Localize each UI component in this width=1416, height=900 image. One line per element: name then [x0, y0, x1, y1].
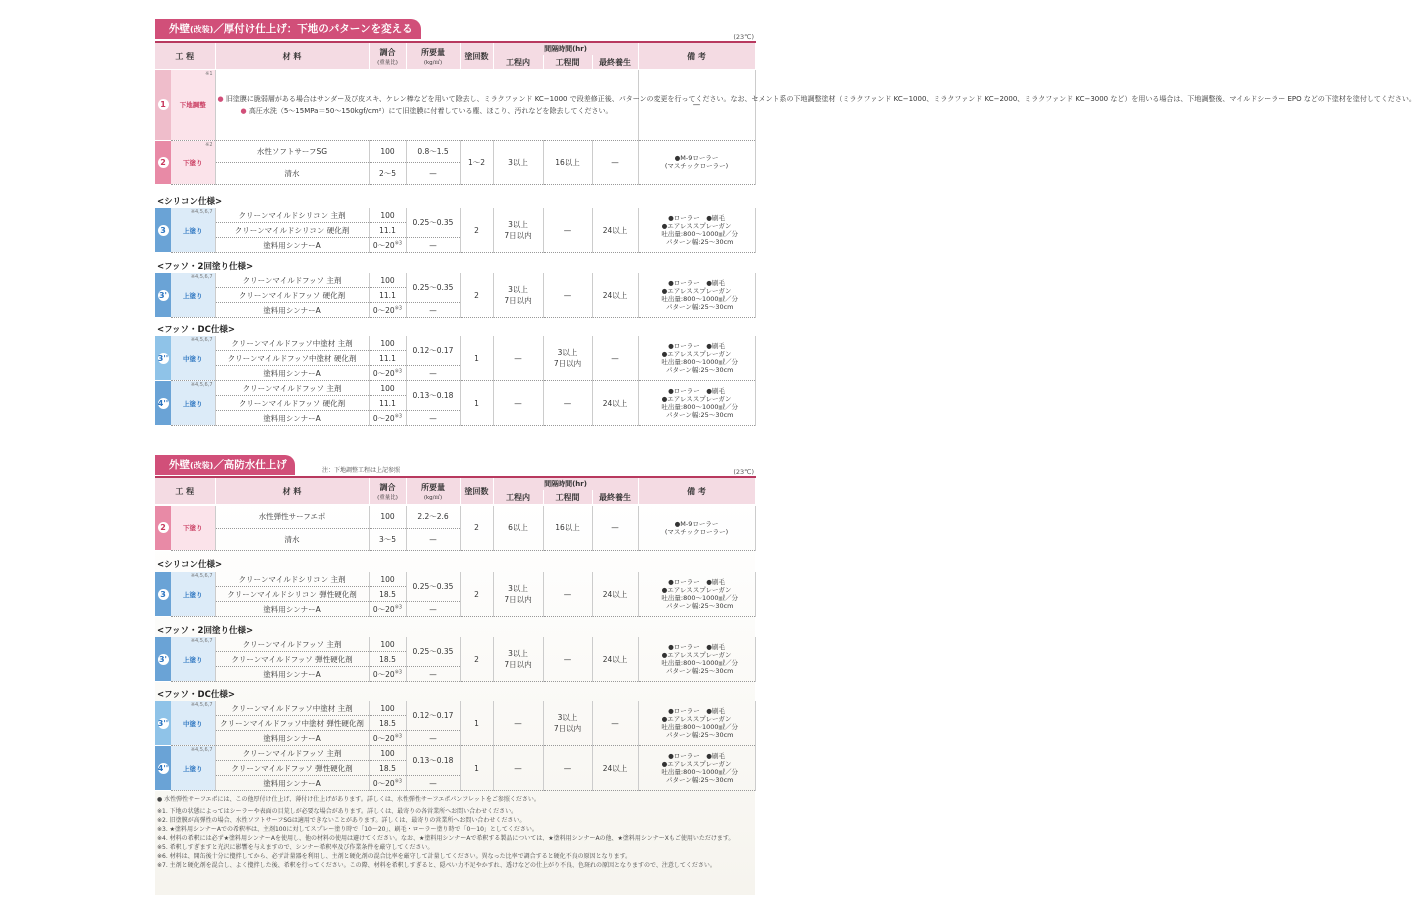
step-1-description: ● 旧塗膜に脆弱層がある場合はサンダー及び皮スキ、ケレン棒などを用いて除去し、ミラクファンド KC−1000 で段差修正後、パターンの変更を行ってください。なお、セメント系の下地調整塗材（ミラクファンド KC−1000、ミラクファンド KC−2000、ミラクファンド KC−3000 など）を用いる場合は、下地調整後、マイルドシーラー EPO などの下塗材を塗付してください。 ● 高圧水洗（5〜15MPa＝50〜150kgf/cm²）にて旧塗膜に付着している塵、ほこり、汚れなどを除去してください。: [215, 70, 638, 140]
mix-cell: 0〜20$^{※3}$: [369, 303, 406, 318]
material-cell: クリーンマイルドシリコン 主剤: [215, 572, 369, 587]
col-mix: 調合 (重量比): [369, 42, 406, 69]
col-coats: 塗回数: [460, 477, 493, 504]
step-4pp-marker: 4'': [155, 381, 171, 426]
mix-cell: 0〜20$^{※3}$: [369, 667, 406, 682]
mix-cell: 2〜5: [369, 162, 406, 184]
interval-c-cell: 24以上: [592, 637, 638, 682]
footnote: ※2. 旧塗膜が高弾性の場合、水性ソフトサーフSGは適用できないことがあります。詳しくは、最寄りの営業所へお問い合わせください。: [157, 817, 526, 824]
col-material: 材 料: [215, 477, 369, 504]
col-remarks: 備 考: [638, 477, 755, 504]
prep-text-2: 高圧水洗（5〜15MPa＝50〜150kgf/cm²）にて旧塗膜に付着している塵、ほこり、汚れなどを除去してください。: [248, 106, 613, 115]
material-cell: 塗料用シンナーA: [215, 366, 369, 381]
req-cell: 0.13〜0.18: [406, 381, 460, 411]
mix-cell: 100: [369, 381, 406, 396]
interval-a-cell: 3以上 7日以内: [493, 273, 543, 318]
step-3p-marker: 3': [155, 637, 171, 682]
footnote: ※1. 下地の状態によってはシーラーや表面の目荒しが必要な場合があります。詳しくは、最寄りの各営業所へお問い合わせください。: [157, 808, 518, 815]
mix-cell: 0〜20$^{※3}$: [369, 366, 406, 381]
coats-cell: 1: [460, 381, 493, 426]
section2-fluorodc-table: [155, 701, 756, 791]
material-cell: クリーンマイルドフッソ中塗材 主剤: [215, 336, 369, 351]
mix-cell: 3〜5: [369, 528, 406, 550]
interval-b-cell: —: [543, 273, 592, 318]
section2-note: 注：下地調整工程は上記参照: [322, 467, 401, 474]
interval-c-cell: —: [592, 140, 638, 184]
req-cell: —: [406, 602, 460, 617]
col-step: 工 程: [155, 42, 215, 69]
interval-b-cell: —: [543, 208, 592, 253]
footnote: ※6. 材料は、開缶後十分に攪拌してから、必ず計量器を利用し、主剤と硬化剤の混合比率を厳守して計量してください。異なった比率で調合すると硬化不良の原因となります。: [157, 853, 632, 860]
col-interval-a: 工程内: [493, 490, 543, 504]
mix-cell: 0〜20$^{※3}$: [369, 238, 406, 253]
material-cell: 塗料用シンナーA: [215, 238, 369, 253]
req-cell: —: [406, 238, 460, 253]
step-2-label: ※2 下塗り: [171, 140, 215, 184]
remarks-cell: ●M-9ローラー (マスチックローラー): [638, 140, 755, 184]
section1-fluorodc-heading: <フッソ・DC仕様>: [157, 325, 235, 335]
req-cell: —: [406, 528, 460, 550]
section1-title: [155, 19, 421, 39]
col-mix: 調合 (重量比): [369, 477, 406, 504]
mix-cell: 11.1: [369, 288, 406, 303]
mix-cell: 0〜20$^{※3}$: [369, 411, 406, 426]
footnote: ※3. ★塗料用シンナーAでの希釈率は、主剤100に対してスプレー塗り時で「10〜20」、刷毛・ローラー塗り時で「0〜10」としてください。: [157, 826, 538, 833]
remarks-cell: ●ローラー ●刷毛 ●エアレススプレーガン 吐出量:800〜1000㎖／分 パターン幅:25〜30cm: [638, 336, 755, 381]
req-cell: —: [406, 667, 460, 682]
mix-cell: 100: [369, 208, 406, 223]
step-3pp-label: ※4,5,6,7 中塗り: [171, 701, 215, 746]
col-interval-b: 工程間: [543, 55, 592, 69]
material-cell: クリーンマイルドフッソ 主剤: [215, 746, 369, 761]
section2-fluorodc-heading: <フッソ・DC仕様>: [157, 690, 235, 700]
req-cell: 0.25〜0.35: [406, 572, 460, 602]
material-cell: 塗料用シンナーA: [215, 602, 369, 617]
material-cell: 塗料用シンナーA: [215, 776, 369, 791]
step-3pp-marker: 3'': [155, 701, 171, 746]
req-cell: —: [406, 411, 460, 426]
coats-cell: 2: [460, 637, 493, 682]
coats-cell: 2: [460, 506, 493, 550]
material-cell: 清水: [215, 528, 369, 550]
col-interval: 間隔時間(hr): [493, 42, 638, 55]
material-cell: 塗料用シンナーA: [215, 667, 369, 682]
remarks-cell: ●ローラー ●刷毛 ●エアレススプレーガン 吐出量:800〜1000㎖／分 パターン幅:25〜30cm: [638, 746, 755, 791]
section2-fluoro2-table: [155, 637, 756, 682]
step-1-remarks: —: [638, 70, 755, 140]
material-cell: クリーンマイルドフッソ 主剤: [215, 637, 369, 652]
req-cell: —: [406, 303, 460, 318]
step-3pp-label: ※4,5,6,7 中塗り: [171, 336, 215, 381]
interval-a-cell: 3以上: [493, 140, 543, 184]
material-cell: 塗料用シンナーA: [215, 731, 369, 746]
remarks-cell: ●ローラー ●刷毛 ●エアレススプレーガン 吐出量:800〜1000㎖／分 パターン幅:25〜30cm: [638, 572, 755, 617]
req-cell: —: [406, 162, 460, 184]
step-4pp-label: ※4,5,6,7 上塗り: [171, 746, 215, 791]
step-1-label: ※1 下地調整: [171, 70, 215, 140]
coats-cell: 1: [460, 746, 493, 791]
section2-title: [155, 455, 295, 475]
material-cell: 水性ソフトサーフSG: [215, 140, 369, 162]
section2-title-small: (改装): [190, 461, 214, 470]
step-3-label: ※4,5,6,7 上塗り: [171, 572, 215, 617]
step-3p-marker: 3': [155, 273, 171, 318]
col-interval: 間隔時間(hr): [493, 477, 638, 490]
material-cell: クリーンマイルドフッソ中塗材 主剤: [215, 701, 369, 716]
interval-b-cell: —: [543, 381, 592, 426]
mix-cell: 100: [369, 336, 406, 351]
mix-cell: 100: [369, 746, 406, 761]
coats-cell: 2: [460, 208, 493, 253]
req-cell: 0.25〜0.35: [406, 637, 460, 667]
interval-a-cell: 3以上 7日以内: [493, 572, 543, 617]
section1-fluorodc-table: [155, 336, 756, 426]
interval-b-cell: 16以上: [543, 506, 592, 550]
col-material: 材 料: [215, 42, 369, 69]
step-3-marker: 3: [155, 208, 171, 253]
section2-title-main: 外壁: [169, 459, 190, 471]
req-cell: 0.8〜1.5: [406, 140, 460, 162]
section1-header-table: [155, 41, 756, 69]
coats-cell: 1〜2: [460, 140, 493, 184]
remarks-cell: ●ローラー ●刷毛 ●エアレススプレーガン 吐出量:800〜1000㎖／分 パターン幅:25〜30cm: [638, 637, 755, 682]
step-3-marker: 3: [155, 572, 171, 617]
col-interval-c: 最終養生: [592, 55, 638, 69]
remarks-cell: ●ローラー ●刷毛 ●エアレススプレーガン 吐出量:800〜1000㎖／分 パターン幅:25〜30cm: [638, 381, 755, 426]
mix-cell: 100: [369, 701, 406, 716]
section2-silicone-table: [155, 572, 756, 617]
interval-c-cell: —: [592, 701, 638, 746]
section1-silicone-table: [155, 208, 756, 253]
req-cell: 0.25〜0.35: [406, 273, 460, 303]
prep-text-1: 旧塗膜に脆弱層がある場合はサンダー及び皮スキ、ケレン棒などを用いて除去し、ミラクファンド KC−1000 で段差修正後、パターンの変更を行ってください。なお、セメント系の下地調整塗材（ミラクファンド KC−1000、ミラクファンド KC−2000、ミラクファンド KC−3000 など）を用いる場合は、下地調整後、マイルドシーラー EPO などの下塗材を塗付してください。: [225, 94, 1416, 103]
req-cell: —: [406, 731, 460, 746]
mix-cell: 11.1: [369, 396, 406, 411]
step-2-label: 下塗り: [171, 506, 215, 550]
remarks-cell: ●ローラー ●刷毛 ●エアレススプレーガン 吐出量:800〜1000㎖／分 パターン幅:25〜30cm: [638, 273, 755, 318]
section2-title-rest: ／高防水仕上げ: [213, 459, 287, 471]
remarks-cell: ●ローラー ●刷毛 ●エアレススプレーガン 吐出量:800〜1000㎖／分 パターン幅:25〜30cm: [638, 701, 755, 746]
material-cell: クリーンマイルドフッソ 弾性硬化剤: [215, 652, 369, 667]
coats-cell: 1: [460, 336, 493, 381]
mix-cell: 18.5: [369, 587, 406, 602]
interval-b-cell: 3以上 7日以内: [543, 701, 592, 746]
interval-c-cell: 24以上: [592, 381, 638, 426]
req-cell: 0.13〜0.18: [406, 746, 460, 776]
coats-cell: 2: [460, 273, 493, 318]
interval-a-cell: 6以上: [493, 506, 543, 550]
material-cell: 塗料用シンナーA: [215, 411, 369, 426]
interval-c-cell: —: [592, 506, 638, 550]
col-interval-c: 最終養生: [592, 490, 638, 504]
req-cell: 2.2〜2.6: [406, 506, 460, 528]
col-interval-a: 工程内: [493, 55, 543, 69]
section2-header-table: [155, 476, 756, 504]
step-2-marker: 2: [155, 506, 171, 550]
section1-title-main: 外壁: [169, 23, 190, 35]
material-cell: 塗料用シンナーA: [215, 303, 369, 318]
footnote: ※4. 材料の希釈には必ず★塗料用シンナーAを使用し、他の材料の使用は避けてください。なお、★塗料用シンナーAで希釈する製品については、★塗料用シンナーAの他、★塗料用シンナーXもご使用いただけます。: [157, 835, 735, 842]
footnote: ● 水性弾性サーフエポには、この他厚付け仕上げ、薄付け仕上げがあります。詳しくは、水性弾性サーフエポパンフレットをご参照ください。: [157, 796, 540, 803]
section1-temp: (23℃): [733, 33, 754, 41]
material-cell: クリーンマイルドフッソ中塗材 弾性硬化剤: [215, 716, 369, 731]
footnote: ※5. 希釈しすぎますと光沢に影響を与えますので、シンナー希釈率及び作業条件を厳守してください。: [157, 844, 434, 851]
col-req: 所要量 (kg/㎡): [406, 42, 460, 69]
step-3pp-marker: 3'': [155, 336, 171, 381]
material-cell: 清水: [215, 162, 369, 184]
interval-a-cell: 3以上 7日以内: [493, 637, 543, 682]
coats-cell: 2: [460, 572, 493, 617]
mix-cell: 11.1: [369, 351, 406, 366]
material-cell: クリーンマイルドフッソ 弾性硬化剤: [215, 761, 369, 776]
material-cell: 水性弾性サーフエポ: [215, 506, 369, 528]
interval-a-cell: —: [493, 381, 543, 426]
interval-b-cell: 16以上: [543, 140, 592, 184]
req-cell: —: [406, 776, 460, 791]
mix-cell: 0〜20$^{※3}$: [369, 602, 406, 617]
footnotes: [157, 795, 755, 870]
mix-cell: 0〜20$^{※3}$: [369, 731, 406, 746]
req-cell: 0.12〜0.17: [406, 336, 460, 366]
step-4pp-label: ※4,5,6,7 上塗り: [171, 381, 215, 426]
step-2-marker: 2: [155, 140, 171, 184]
material-cell: クリーンマイルドフッソ 主剤: [215, 381, 369, 396]
section2-under-table: [155, 506, 756, 551]
section1-silicone-heading: <シリコン仕様>: [157, 197, 223, 207]
interval-c-cell: 24以上: [592, 572, 638, 617]
mix-cell: 100: [369, 273, 406, 288]
col-remarks: 備 考: [638, 42, 755, 69]
interval-c-cell: —: [592, 336, 638, 381]
coats-cell: 1: [460, 701, 493, 746]
section1-title-rest: ／厚付け仕上げ：下地のパターンを変える: [213, 23, 413, 35]
interval-a-cell: —: [493, 746, 543, 791]
material-cell: クリーンマイルドフッソ 硬化剤: [215, 288, 369, 303]
mix-cell: 100: [369, 572, 406, 587]
remarks-cell: ●ローラー ●刷毛 ●エアレススプレーガン 吐出量:800〜1000㎖／分 パターン幅:25〜30cm: [638, 208, 755, 253]
section2-temp: (23℃): [733, 468, 754, 476]
step-1-marker: 1: [155, 70, 171, 140]
interval-b-cell: —: [543, 637, 592, 682]
mix-cell: 18.5: [369, 652, 406, 667]
section1-fluoro2-table: [155, 273, 756, 318]
mix-cell: 11.1: [369, 223, 406, 238]
col-coats: 塗回数: [460, 42, 493, 69]
interval-a-cell: —: [493, 336, 543, 381]
req-cell: —: [406, 366, 460, 381]
interval-c-cell: 24以上: [592, 746, 638, 791]
section2-silicone-heading: <シリコン仕様>: [157, 560, 223, 570]
interval-b-cell: —: [543, 746, 592, 791]
mix-cell: 100: [369, 506, 406, 528]
step-3p-label: ※4,5,6,7 上塗り: [171, 273, 215, 318]
col-req: 所要量 (kg/㎡): [406, 477, 460, 504]
section1-prep-table: [155, 70, 1416, 185]
req-cell: 0.12〜0.17: [406, 701, 460, 731]
mix-cell: 18.5: [369, 761, 406, 776]
step-4pp-marker: 4'': [155, 746, 171, 791]
interval-a-cell: 3以上 7日以内: [493, 208, 543, 253]
mix-cell: 0〜20$^{※3}$: [369, 776, 406, 791]
col-interval-b: 工程間: [543, 490, 592, 504]
section1-fluoro2-heading: <フッソ・2回塗り仕様>: [157, 262, 254, 272]
interval-b-cell: —: [543, 572, 592, 617]
material-cell: クリーンマイルドフッソ 硬化剤: [215, 396, 369, 411]
interval-c-cell: 24以上: [592, 273, 638, 318]
material-cell: クリーンマイルドシリコン 弾性硬化剤: [215, 587, 369, 602]
interval-c-cell: 24以上: [592, 208, 638, 253]
footnote: ※7. 主剤と硬化剤を混合し、よく攪拌した後、希釈を行ってください。この際、材料を希釈しすぎると、隠ぺい力不足やかすれ、透けなどの仕上がり不良、色斑れの原因となりますので、注意してください。: [157, 862, 716, 869]
section1-title-small: (改装): [190, 25, 214, 34]
remarks-cell: ●M-9ローラー (マスチックローラー): [638, 506, 755, 550]
interval-b-cell: 3以上 7日以内: [543, 336, 592, 381]
step-3p-label: ※4,5,6,7 上塗り: [171, 637, 215, 682]
section2-fluoro2-heading: <フッソ・2回塗り仕様>: [157, 626, 254, 636]
col-step: 工 程: [155, 477, 215, 504]
step-3-label: ※4,5,6,7 上塗り: [171, 208, 215, 253]
mix-cell: 18.5: [369, 716, 406, 731]
material-cell: クリーンマイルドフッソ 主剤: [215, 273, 369, 288]
material-cell: クリーンマイルドシリコン 硬化剤: [215, 223, 369, 238]
interval-a-cell: —: [493, 701, 543, 746]
material-cell: クリーンマイルドフッソ中塗材 硬化剤: [215, 351, 369, 366]
req-cell: 0.25〜0.35: [406, 208, 460, 238]
mix-cell: 100: [369, 637, 406, 652]
material-cell: クリーンマイルドシリコン 主剤: [215, 208, 369, 223]
mix-cell: 100: [369, 140, 406, 162]
